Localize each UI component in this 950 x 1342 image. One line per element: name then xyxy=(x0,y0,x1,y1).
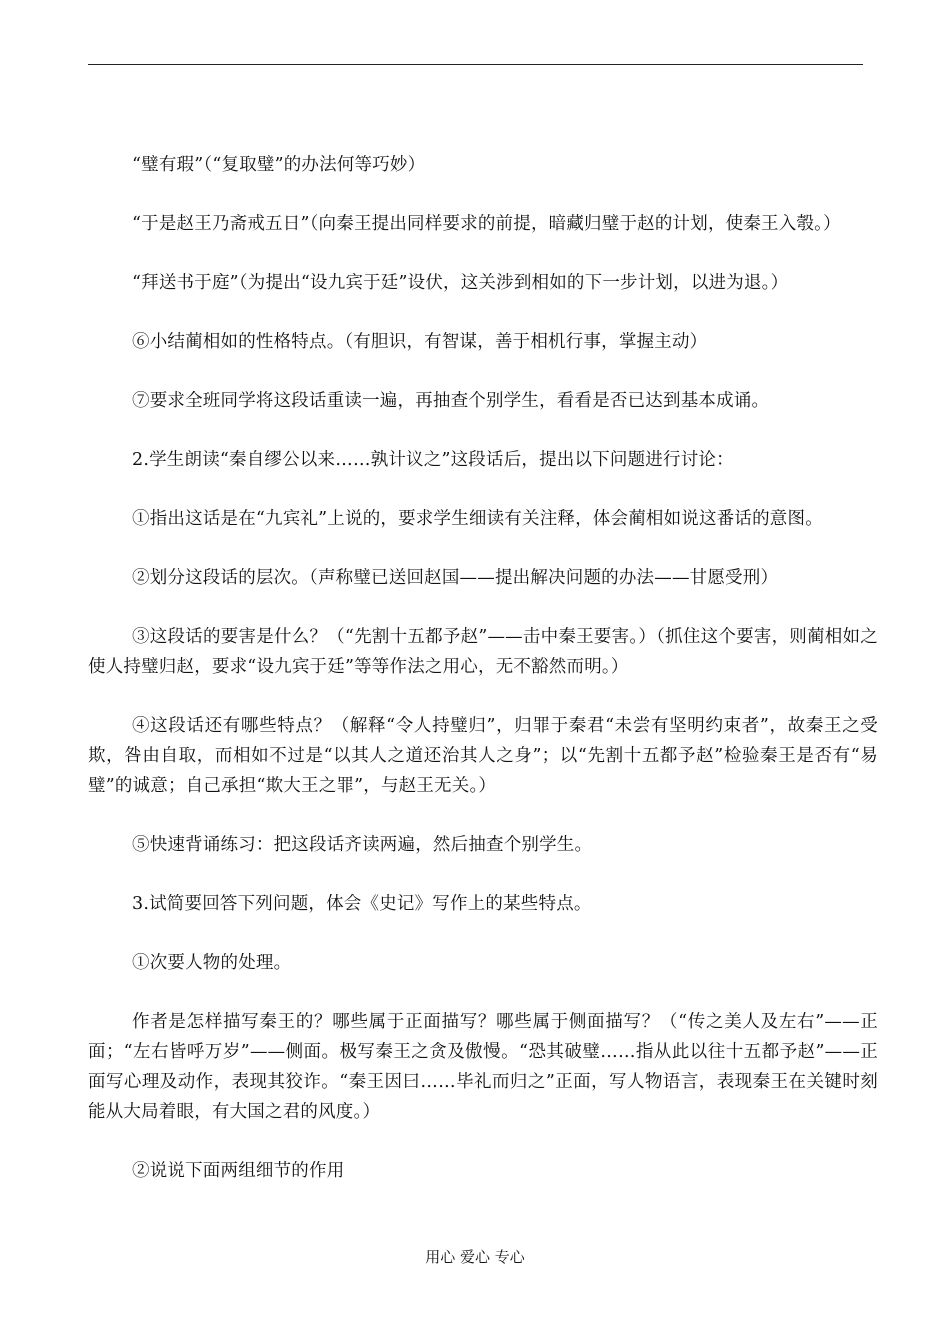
paragraph: “拜送书于庭”（为提出“设九宾于廷”设伏，这关涉到相如的下一步计划，以进为退。） xyxy=(132,273,789,293)
paragraph: ③这段话的要害是什么？（“先割十五都予赵”——击中秦王要害。）（抓住这个要害，则蔺相如之使人持璧归赵，要求“设九宾于廷”等等作法之用心，无不豁然而明。） xyxy=(88,627,878,677)
paragraph: “璧有瑕”（“复取璧”的办法何等巧妙） xyxy=(132,155,426,175)
paragraph: 作者是怎样描写秦王的？哪些属于正面描写？哪些属于侧面描写？（“传之美人及左右”——正面；“左右皆呼万岁”——侧面。极写秦王之贪及傲慢。“恐其破璧……指从此以往十五都予赵”——正面写心理及动作，表现其狡诈。“秦王因曰……毕礼而归之”正面，写人物语言，表现秦王在关键时刻能从大局着眼，有大国之君的风度。） xyxy=(88,1012,878,1122)
paragraph: 3.试简要回答下列问题，体会《史记》写作上的某些特点。 xyxy=(132,894,592,914)
page-footer: 用心 爱心 专心 xyxy=(425,1248,525,1266)
document-body xyxy=(88,150,878,1215)
paragraph: ②说说下面两组细节的作用 xyxy=(132,1161,345,1181)
paragraph: ⑥小结蔺相如的性格特点。（有胆识，有智谋，善于相机行事，掌握主动） xyxy=(132,332,708,352)
paragraph: 2.学生朗读“秦自缪公以来……孰计议之”这段话后，提出以下问题进行讨论： xyxy=(132,450,734,470)
paragraph: ④这段话还有哪些特点？（解释“令人持璧归”，归罪于秦君“未尝有坚明约束者”，故秦王之受欺，咎由自取，而相如不过是“以其人之道还治其人之身”；以“先割十五都予赵”检验秦王是否有“易璧”的诚意；自己承担“欺大王之罪”，与赵王无关。） xyxy=(88,716,878,796)
paragraph: “于是赵王乃斋戒五日”（向秦王提出同样要求的前提，暗藏归璧于赵的计划，使秦王入彀。） xyxy=(132,214,841,234)
paragraph: ①次要人物的处理。 xyxy=(132,953,292,973)
paragraph: ①指出这话是在“九宾礼”上说的，要求学生细读有关注释，体会蔺相如说这番话的意图。 xyxy=(132,509,823,529)
paragraph: ⑦要求全班同学将这段话重读一遍，再抽查个别学生，看看是否已达到基本成诵。 xyxy=(132,391,770,411)
header-rule xyxy=(88,64,863,65)
paragraph: ②划分这段话的层次。（声称璧已送回赵国——提出解决问题的办法——甘愿受刑） xyxy=(132,568,779,588)
paragraph: ⑤快速背诵练习：把这段话齐读两遍，然后抽查个别学生。 xyxy=(132,835,593,855)
